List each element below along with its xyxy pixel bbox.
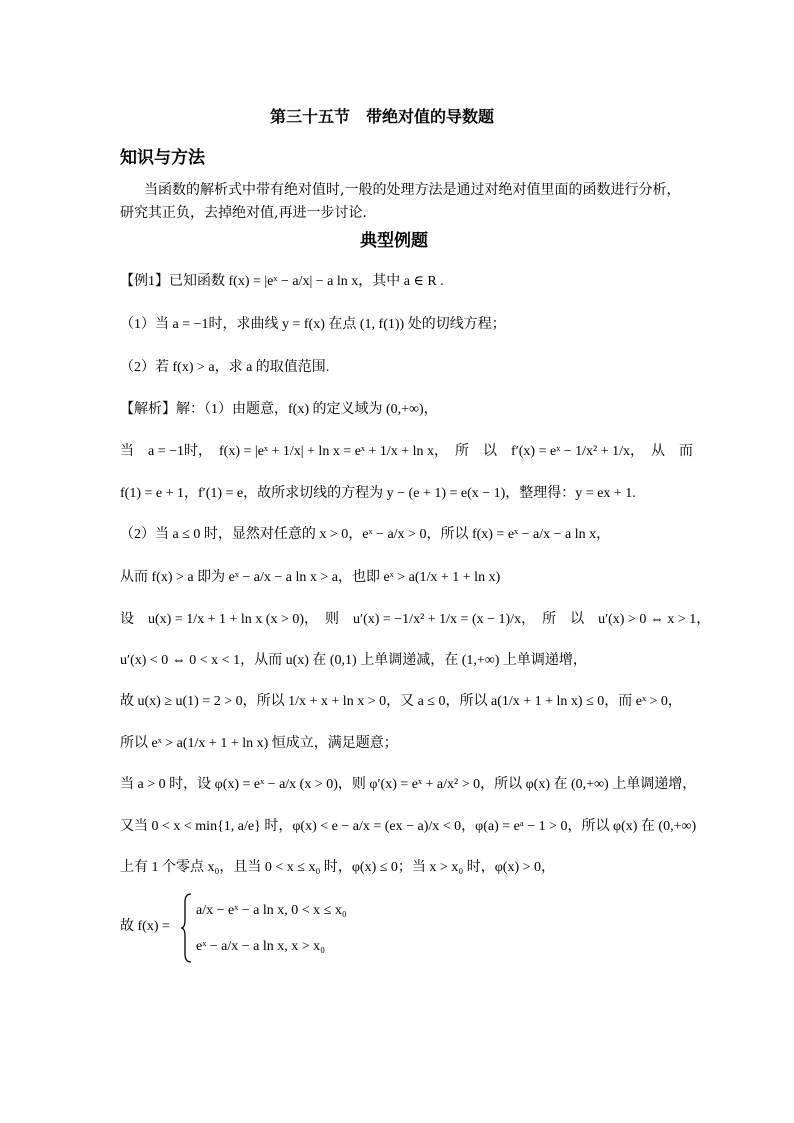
piecewise-case-1: a/x − eˣ − a ln x, 0 < x ≤ x₀ bbox=[196, 903, 347, 918]
solution-line-8: 故 u(x) ≥ u(1) = 2 > 0，所以 1/x + x + ln x > 0，又 a ≤ 0，所以 a(1/x + 1 + ln x) ≤ 0，而 eˣ > 0， bbox=[120, 694, 682, 709]
solution-line-9: 所以 eˣ > a(1/x + 1 + ln x) 恒成立，满足题意； bbox=[120, 736, 398, 751]
solution-line-1: 【解析】解：（1）由题意，f(x) 的定义域为 (0,+∞)， bbox=[120, 402, 438, 417]
example-1-statement: 【例1】已知函数 f(x) = |eˣ − a/x| − a ln x，其中 a ∈ R . bbox=[120, 274, 444, 289]
example-1-question-1: （1）当 a = −1时，求曲线 y = f(x) 在点 (1, f(1)) 处的切线方程； bbox=[120, 317, 506, 332]
page-title: 第三十五节 带绝对值的导数题 bbox=[270, 107, 495, 126]
solution-line-12: 上有 1 个零点 x₀，且当 0 < x ≤ x₀ 时，φ(x) ≤ 0；当 x > x₀ 时，φ(x) > 0， bbox=[120, 860, 556, 875]
left-brace bbox=[180, 892, 194, 964]
section-heading-examples: 典型例题 bbox=[360, 231, 428, 251]
solution-line-11: 又当 0 < x < min{1, a/e} 时，φ(x) < e − a/x = (ex − a)/x < 0，φ(a) = eᵃ − 1 > 0，所以 φ(x) 在 (0,+∞) bbox=[120, 819, 697, 834]
solution-line-4: （2）当 a ≤ 0 时，显然对任意的 x > 0，eˣ − a/x > 0，所以 f(x) = eˣ − a/x − a ln x， bbox=[120, 527, 611, 542]
solution-line-5: 从而 f(x) > a 即为 eˣ − a/x − a ln x > a，也即 eˣ > a(1/x + 1 + ln x) bbox=[120, 570, 501, 585]
solution-line-2: 当 a = −1时， f(x) = |eˣ + 1/x| + ln x = eˣ + 1/x + ln x， 所 以 f′(x) = eˣ − 1/x² + 1/x， 从 而 bbox=[120, 444, 694, 459]
example-1-question-2: （2）若 f(x) > a，求 a 的取值范围. bbox=[120, 360, 330, 375]
intro-paragraph-line-1: 当函数的解析式中带有绝对值时,一般的处理方法是通过对绝对值里面的函数进行分析， bbox=[144, 182, 681, 198]
solution-line-3: f(1) = e + 1，f′(1) = e，故所求切线的方程为 y − (e + 1) = e(x − 1)，整理得：y = ex + 1. bbox=[120, 486, 636, 501]
solution-line-10: 当 a > 0 时，设 φ(x) = eˣ − a/x (x > 0)，则 φ′(x) = eˣ + a/x² > 0，所以 φ(x) 在 (0,+∞) 上单调递增， bbox=[120, 777, 697, 792]
solution-line-7: u′(x) < 0 ⇔ 0 < x < 1，从而 u(x) 在 (0,1) 上单调递减，在 (1,+∞) 上单调递增， bbox=[120, 653, 587, 668]
section-heading-knowledge: 知识与方法 bbox=[120, 148, 205, 168]
intro-paragraph-line-2: 研究其正负，去掉绝对值,再进一步讨论. bbox=[120, 205, 367, 221]
solution-line-6: 设 u(x) = 1/x + 1 + ln x (x > 0)， 则 u′(x) = −1/x² + 1/x = (x − 1)/x， 所 以 u′(x) > 0 ⇔ x > 1， bbox=[120, 612, 711, 627]
piecewise-prefix: 故 f(x) = bbox=[120, 919, 170, 934]
piecewise-case-2: eˣ − a/x − a ln x, x > x₀ bbox=[196, 939, 326, 954]
